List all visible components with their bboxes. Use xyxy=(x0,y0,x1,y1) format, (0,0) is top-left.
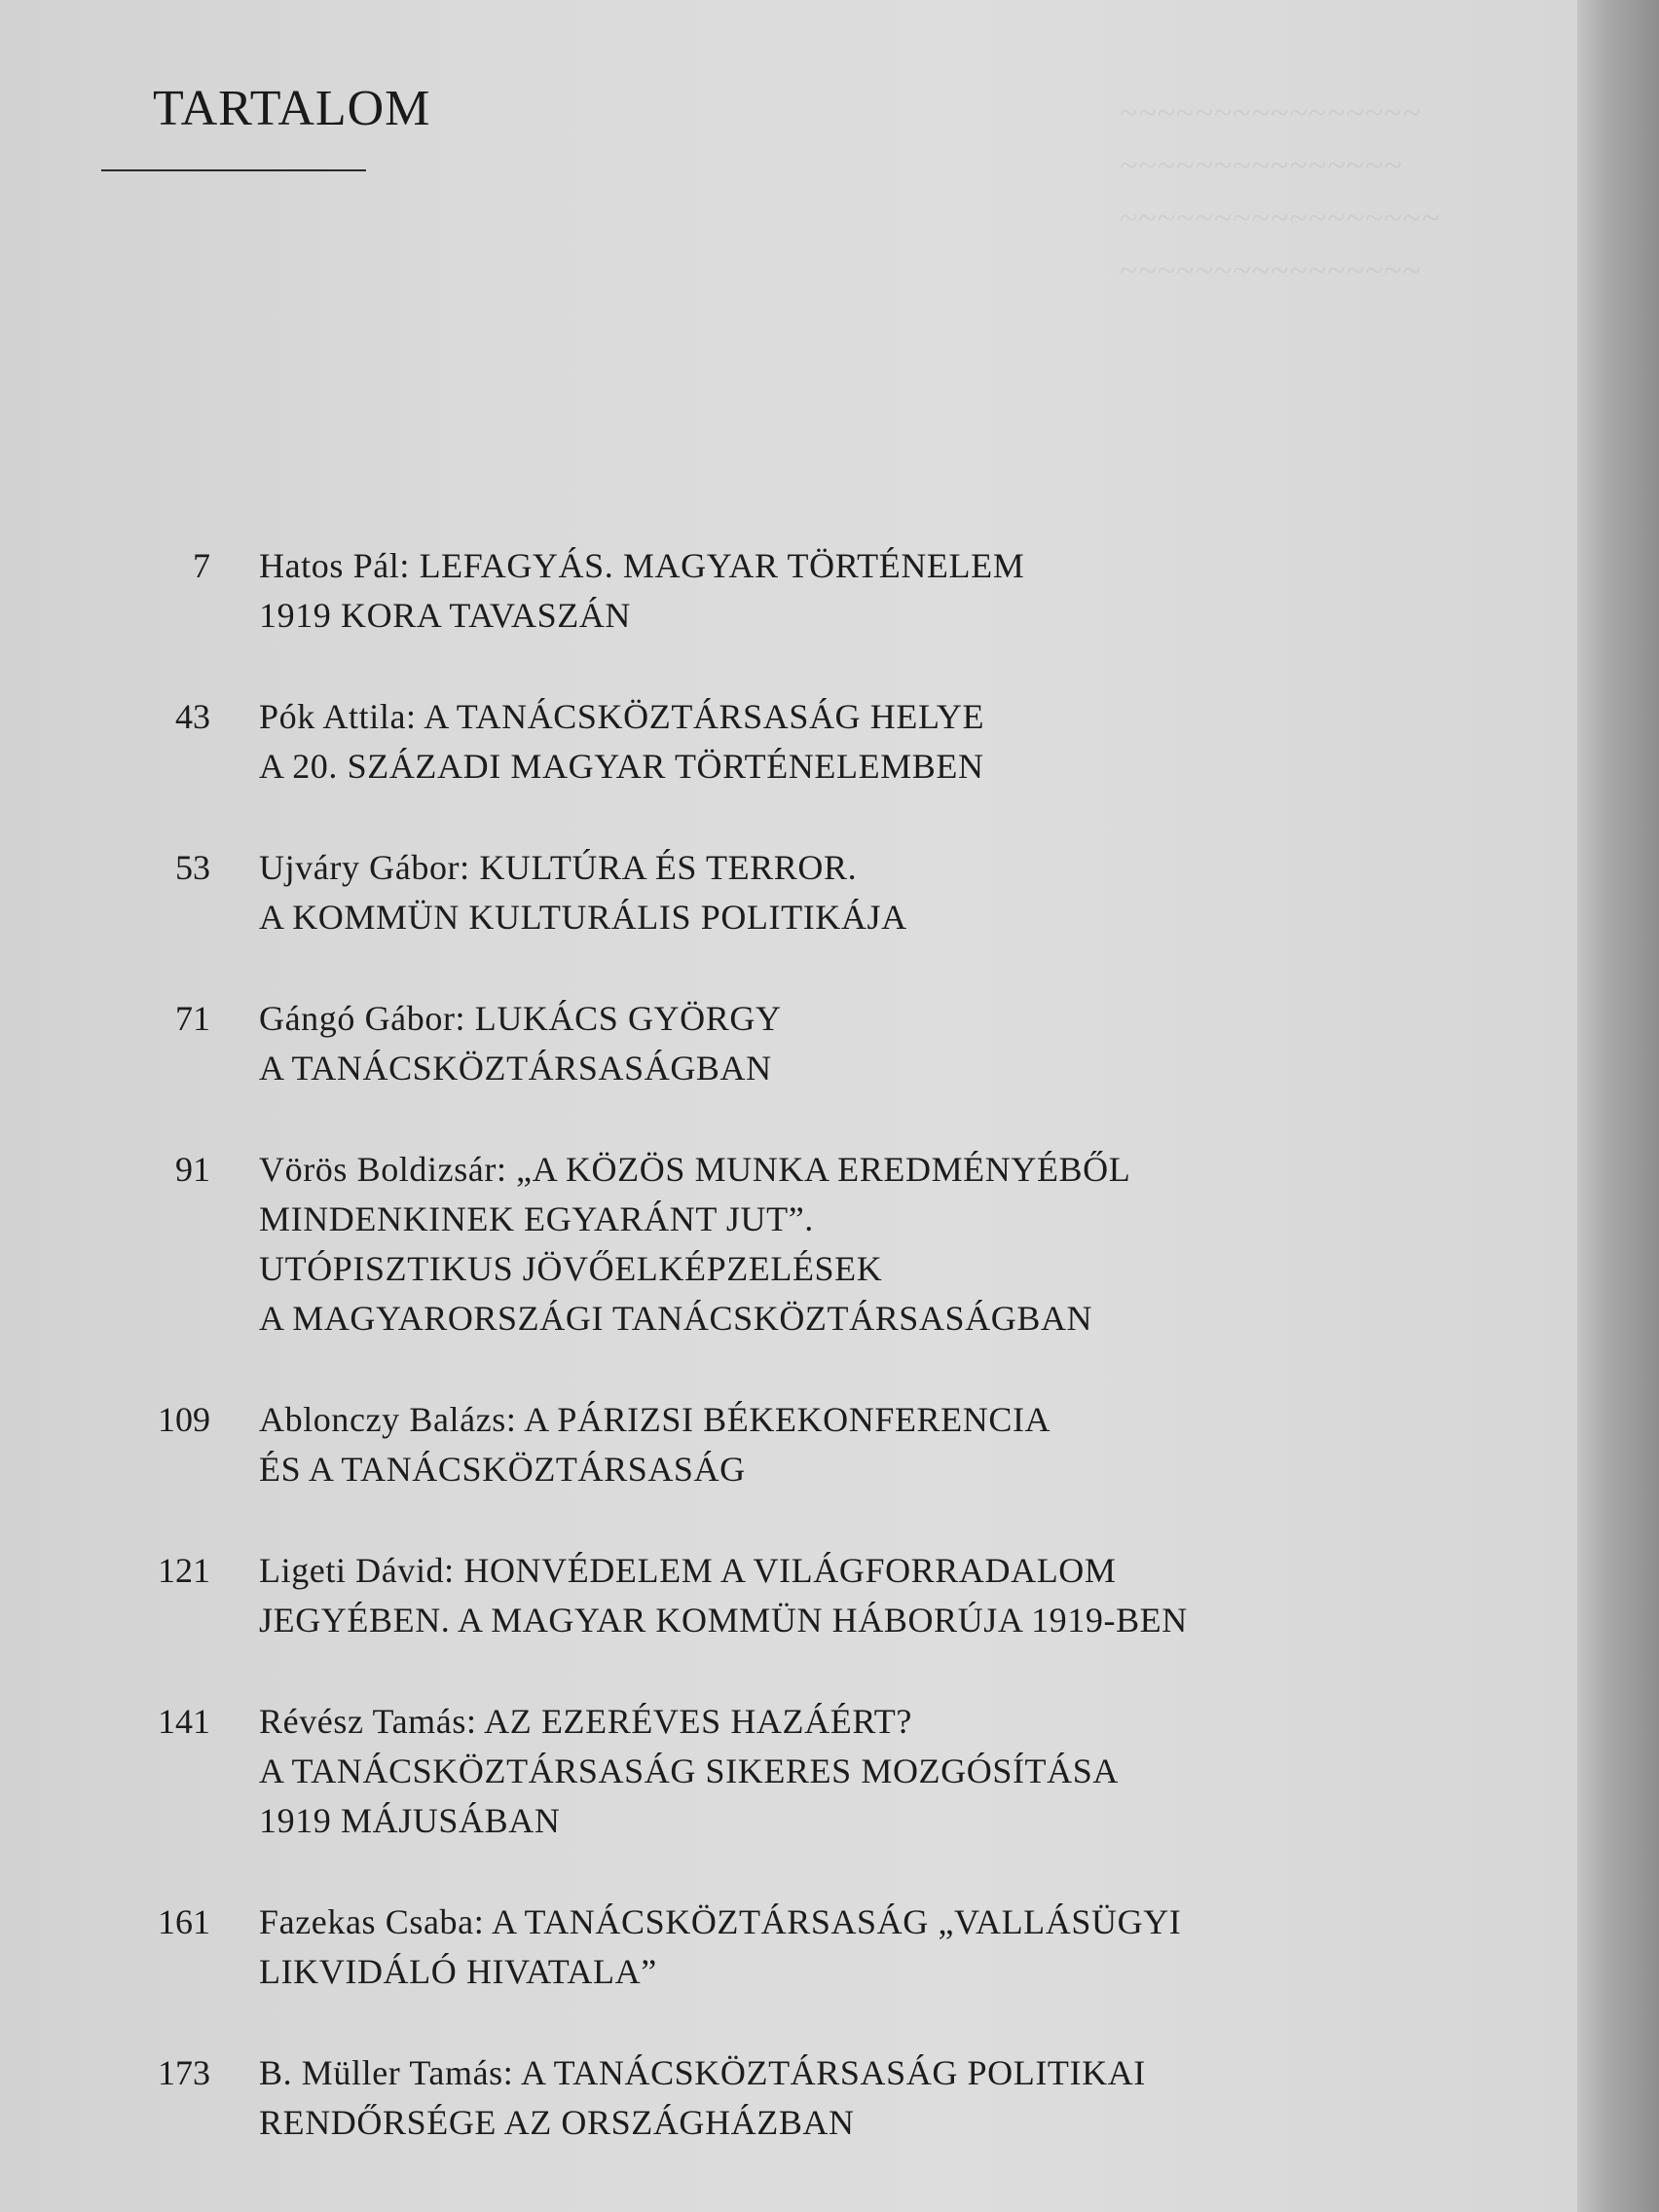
toc-page-number: 91 xyxy=(175,1150,210,1189)
toc-entry-line: Pók Attila: A TANÁCSKÖZTÁRSASÁG HELYE xyxy=(259,697,985,736)
toc-entry-line: UTÓPISZTIKUS JÖVŐELKÉPZELÉSEK xyxy=(259,1249,883,1288)
book-gutter-shadow xyxy=(1577,0,1659,2212)
toc-entry xyxy=(0,541,1460,641)
toc-entry-line: A 20. SZÁZADI MAGYAR TÖRTÉNELEMBEN xyxy=(259,747,984,786)
toc-entry xyxy=(0,1697,1460,1846)
toc-page-number: 109 xyxy=(158,1400,210,1439)
toc-entry-text xyxy=(259,1898,1181,1997)
toc-entry-line: Vörös Boldizsár: „A KÖZÖS MUNKA EREDMÉNYÉBŐL xyxy=(259,1150,1131,1189)
toc-page-number: 43 xyxy=(175,697,210,736)
toc-entry xyxy=(0,1145,1460,1344)
toc-entry-line: A TANÁCSKÖZTÁRSASÁG SIKERES MOZGÓSÍTÁSA xyxy=(259,1751,1119,1790)
toc-entry-line: Révész Tamás: AZ EZERÉVES HAZÁÉRT? xyxy=(259,1702,912,1741)
toc-entry-line: A KOMMÜN KULTURÁLIS POLITIKÁJA xyxy=(259,898,907,937)
toc-entry-line: Ablonczy Balázs: A PÁRIZSI BÉKEKONFERENCIA xyxy=(259,1400,1051,1439)
toc-entry-line: A TANÁCSKÖZTÁRSASÁGBAN xyxy=(259,1049,772,1088)
toc-entry xyxy=(0,843,1460,942)
toc-entry-text xyxy=(259,1697,1119,1846)
toc-page-number: 173 xyxy=(158,2053,210,2092)
toc-entry xyxy=(0,692,1460,792)
toc-entry-line: Gángó Gábor: LUKÁCS GYÖRGY xyxy=(259,999,782,1038)
toc-entry-text xyxy=(259,994,782,1093)
toc-entry-line: LIKVIDÁLÓ HIVATALA” xyxy=(259,1952,657,1991)
toc-entry-line: RENDŐRSÉGE AZ ORSZÁGHÁZBAN xyxy=(259,2103,855,2142)
toc-page-number: 141 xyxy=(158,1702,210,1741)
toc-entry-text xyxy=(259,1546,1188,1645)
toc-entry-line: Hatos Pál: LEFAGYÁS. MAGYAR TÖRTÉNELEM xyxy=(259,546,1025,585)
toc-entry-line: MINDENKINEK EGYARÁNT JUT”. xyxy=(259,1199,814,1238)
toc-entry-line: Fazekas Csaba: A TANÁCSKÖZTÁRSASÁG „VALLÁSÜGYI xyxy=(259,1902,1182,1941)
toc-page-number: 53 xyxy=(175,848,210,887)
toc-entry-line: A MAGYARORSZÁGI TANÁCSKÖZTÁRSASÁGBAN xyxy=(259,1299,1093,1338)
title-underline xyxy=(101,169,366,171)
toc-entry-text xyxy=(259,843,907,942)
toc-entry-text xyxy=(259,1395,1051,1494)
toc-entry xyxy=(0,1395,1460,1494)
toc-entry-line: B. Müller Tamás: A TANÁCSKÖZTÁRSASÁG POLITIKAI xyxy=(259,2053,1146,2092)
toc-entry-line: 1919 KORA TAVASZÁN xyxy=(259,596,631,635)
toc-page-number: 121 xyxy=(158,1551,210,1590)
toc-entry-line: ÉS A TANÁCSKÖZTÁRSASÁG xyxy=(259,1450,746,1489)
toc-page-number: 71 xyxy=(175,999,210,1038)
toc-list xyxy=(0,541,1460,2199)
toc-entry-line: Ujváry Gábor: KULTÚRA ÉS TERROR. xyxy=(259,848,858,887)
toc-entry-text xyxy=(259,692,984,792)
toc-entry-line: Ligeti Dávid: HONVÉDELEM A VILÁGFORRADALOM xyxy=(259,1551,1117,1590)
toc-entry xyxy=(0,994,1460,1093)
toc-entry-line: 1919 MÁJUSÁBAN xyxy=(259,1801,561,1840)
toc-entry-line: JEGYÉBEN. A MAGYAR KOMMÜN HÁBORÚJA 1919-BEN xyxy=(259,1601,1188,1640)
toc-entry-text xyxy=(259,2048,1146,2148)
page-title: TARTALOM xyxy=(153,81,431,136)
toc-entry-text xyxy=(259,541,1024,641)
toc-entry xyxy=(0,2048,1460,2148)
show-through-text: ~~~~~~~~~~~~~~~~ ~~~~~~~~~~~~~~~ ~~~~~~~~~~~~~~~~~ ~~~~~~~~~~~~~~~~ xyxy=(1120,95,1441,289)
toc-page-number: 161 xyxy=(158,1902,210,1941)
toc-entry-text xyxy=(259,1145,1130,1344)
toc-entry xyxy=(0,1898,1460,1997)
toc-page-number: 7 xyxy=(193,546,210,585)
toc-entry xyxy=(0,1546,1460,1645)
